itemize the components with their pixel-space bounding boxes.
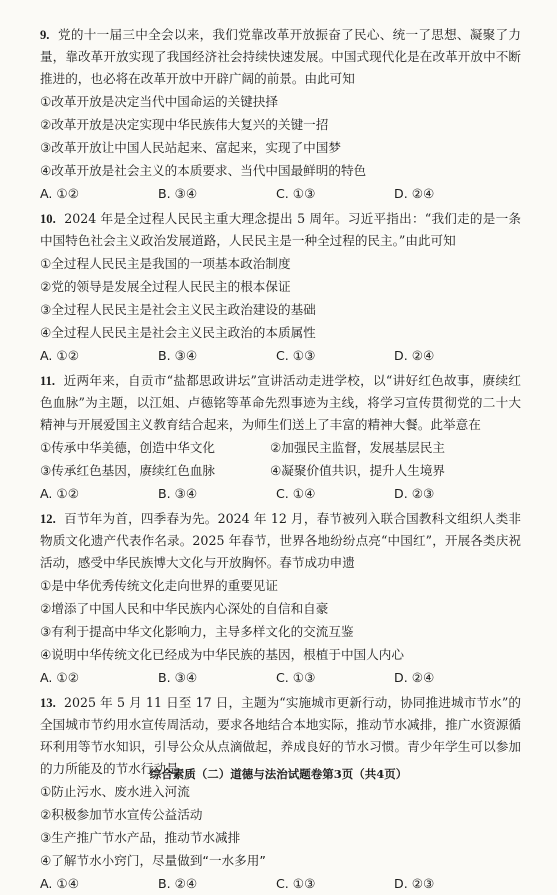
option-statement: ②积极参加节水宣传公益活动 <box>40 807 203 822</box>
answer-choices <box>40 666 521 689</box>
choice-b: B. ②④ <box>158 876 198 891</box>
answer-choices <box>40 344 521 367</box>
option-statement: ②加强民主监督，发展基层民主 <box>270 440 446 455</box>
choice-b: B. ③④ <box>158 486 198 501</box>
choice-c: C. ①③ <box>276 670 316 685</box>
question-stem <box>40 208 521 252</box>
option-statement: ①是中华优秀传统文化走向世界的重要见证 <box>40 578 278 593</box>
question-number: 13. <box>40 696 56 710</box>
choice-d: D. ②③ <box>394 876 435 891</box>
question-9 <box>40 24 521 205</box>
question-text: 2025 年 5 月 11 日至 17 日，主题为“实施城市更新行动，协同推进城市节水”的全国城市节约用水宣传周活动，要求各地结合本地实际，推动节水减排，推广水资源循环利用等节水知识，引导公众从点滴做起，养成良好的节水习惯。青少年学生可以参加的力所能及的节水行动是 <box>40 695 521 776</box>
option-statement: ④全过程人民民主是社会主义民主政治的本质属性 <box>40 325 316 340</box>
question-11 <box>40 370 521 505</box>
option-statement: ④了解节水小窍门，尽量做到“一水多用” <box>40 853 266 868</box>
question-text: 2024 年是全过程人民民主重大理念提出 5 周年。习近平指出：“我们走的是一条中国特色社会主义政治发展道路，人民民主是一种全过程的民主。”由此可知 <box>40 211 521 248</box>
option-statement: ①防止污水、废水进入河流 <box>40 784 190 799</box>
choice-d: D. ②④ <box>394 348 435 363</box>
question-number: 11. <box>40 374 56 388</box>
choice-d: D. ②④ <box>394 670 435 685</box>
question-number: 12. <box>40 512 56 526</box>
option-statement: ③有利于提高中华文化影响力，主导多样文化的交流互鉴 <box>40 624 354 639</box>
question-stem <box>40 508 521 574</box>
question-stem <box>40 24 521 90</box>
choice-d: D. ②④ <box>394 186 435 201</box>
choice-a: A. ①② <box>40 348 79 363</box>
option-statement: ③全过程人民民主是社会主义民主政治建设的基础 <box>40 302 316 317</box>
answer-choices <box>40 182 521 205</box>
question-10 <box>40 208 521 367</box>
option-statement: ①改革开放是决定当代中国命运的关键抉择 <box>40 94 278 109</box>
option-statement: ③传承红色基因，赓续红色血脉 <box>40 463 216 478</box>
option-statement: ①传承中华美德，创造中华文化 <box>40 440 216 455</box>
choice-c: C. ①③ <box>276 876 316 891</box>
question-12 <box>40 508 521 689</box>
choice-c: C. ①③ <box>276 186 316 201</box>
option-statement: ③改革开放让中国人民站起来、富起来，实现了中国梦 <box>40 140 341 155</box>
option-statement: ②改革开放是决定实现中华民族伟大复兴的关键一招 <box>40 117 329 132</box>
question-text: 百节年为首，四季春为先。2024 年 12 月，春节被列入联合国教科文组织人类非物质文化遗产代表作名录。2025 年春节，世界各地纷纷点亮“中国红”，开展各类庆祝活动，感受中华民族博大文化与开放胸怀。春节成功申遗 <box>40 511 521 570</box>
choice-c: C. ①③ <box>276 348 316 363</box>
choice-b: B. ③④ <box>158 186 198 201</box>
option-statement: ①全过程人民民主是我国的一项基本政治制度 <box>40 256 291 271</box>
option-row <box>40 436 521 459</box>
choice-c: C. ①④ <box>276 486 316 501</box>
answer-choices <box>40 872 521 895</box>
option-statement: ④改革开放是社会主义的本质要求、当代中国最鲜明的特色 <box>40 163 367 178</box>
question-text: 党的十一届三中全会以来，我们党靠改革开放振奋了民心、统一了思想、凝聚了力量，靠改革开放实现了我国经济社会持续快速发展。中国式现代化是在改革开放中不断推进的，也必将在改革开放中开辟广阔的前景。由此可知 <box>40 27 521 86</box>
choice-b: B. ③④ <box>158 348 198 363</box>
question-13 <box>40 692 521 895</box>
option-statement: ④说明中华传统文化已经成为中华民族的基因，根植于中国人内心 <box>40 647 404 662</box>
option-statement: ②党的领导是发展全过程人民民主的根本保证 <box>40 279 291 294</box>
option-row <box>40 459 521 482</box>
choice-d: D. ②③ <box>394 486 435 501</box>
question-number: 9. <box>40 28 50 42</box>
option-statement: ④凝聚价值共识，提升人生境界 <box>270 463 446 478</box>
option-statement: ②增添了中国人民和中华民族内心深处的自信和自豪 <box>40 601 329 616</box>
choice-b: B. ③④ <box>158 670 198 685</box>
page-footer: 综合素质（二）道德与法治试题卷第3页（共4页） <box>149 767 408 781</box>
question-stem <box>40 370 521 436</box>
choice-a: A. ①④ <box>40 876 79 891</box>
choice-a: A. ①② <box>40 670 79 685</box>
question-text: 近两年来，自贡市“盐都思政讲坛”宣讲活动走进学校，以“讲好红色故事，赓续红色血脉”为主题，以江姐、卢德铭等革命先烈事迹为主线，将学习宣传贯彻党的二十大精神与开展爱国主义教育结合起来，为师生们送上了丰富的精神大餐。此举意在 <box>40 373 521 432</box>
choice-a: A. ①② <box>40 186 79 201</box>
choice-a: A. ①② <box>40 486 79 501</box>
option-statement: ③生产推广节水产品，推动节水减排 <box>40 830 241 845</box>
answer-choices <box>40 482 521 505</box>
question-number: 10. <box>40 212 56 226</box>
